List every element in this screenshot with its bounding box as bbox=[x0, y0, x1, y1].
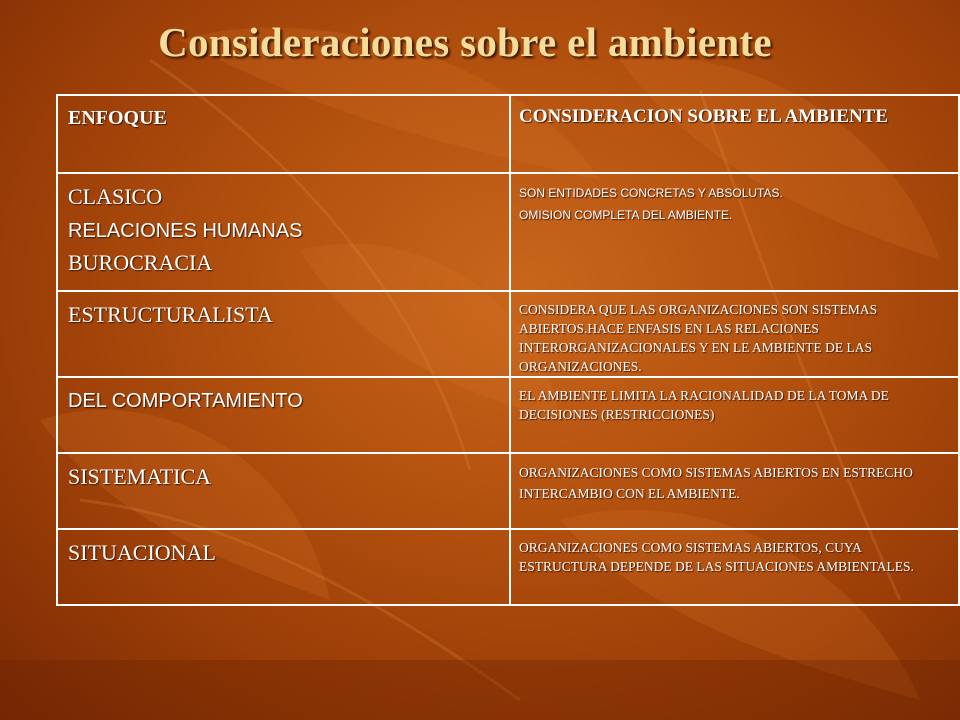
table-header-row bbox=[57, 95, 959, 173]
slide-title: Consideraciones sobre el ambiente bbox=[158, 19, 772, 65]
consideration-cell bbox=[510, 291, 959, 377]
approach-cell bbox=[57, 529, 510, 605]
approach-label: CLASICO bbox=[68, 184, 163, 209]
header-consideration: CONSIDERACION SOBRE EL AMBIENTE bbox=[519, 106, 889, 127]
approach-label: RELACIONES HUMANAS bbox=[68, 220, 303, 242]
approach-cell bbox=[57, 173, 510, 291]
approach-cell bbox=[57, 291, 510, 377]
approach-label: BUROCRACIA bbox=[68, 250, 213, 275]
approach-cell bbox=[57, 377, 510, 453]
consideration-text: CONSIDERA QUE LAS ORGANIZACIONES SON SISTEMAS ABIERTOS.HACE ENFASIS EN LAS RELACIONES INTERORGANIZACIONALES Y EN LE AMBIENTE DE LAS ORGANIZACIONES. bbox=[519, 302, 878, 374]
approach-table bbox=[56, 94, 960, 606]
approach-label: DEL COMPORTAMIENTO bbox=[68, 390, 303, 412]
table-row bbox=[57, 173, 959, 291]
approach-label: ESTRUCTURALISTA bbox=[68, 302, 273, 327]
consideration-cell bbox=[510, 529, 959, 605]
table-row bbox=[57, 453, 959, 529]
consideration-cell bbox=[510, 173, 959, 291]
consideration-text: ORGANIZACIONES COMO SISTEMAS ABIERTOS EN ESTRECHO INTERCAMBIO CON EL AMBIENTE. bbox=[519, 465, 913, 501]
consideration-text: EL AMBIENTE LIMITA LA RACIONALIDAD DE LA TOMA DE DECISIONES (RESTRICCIONES) bbox=[519, 388, 889, 422]
approach-cell bbox=[57, 453, 510, 529]
consideration-cell bbox=[510, 377, 959, 453]
consideration-text: ORGANIZACIONES COMO SISTEMAS ABIERTOS, CUYA ESTRUCTURA DEPENDE DE LAS SITUACIONES AMBIENTALES. bbox=[519, 540, 914, 574]
consideration-text: OMISION COMPLETA DEL AMBIENTE. bbox=[519, 208, 733, 222]
approach-label: SISTEMATICA bbox=[68, 464, 212, 489]
header-approach: ENFOQUE bbox=[68, 107, 167, 129]
table-row bbox=[57, 529, 959, 605]
consideration-cell bbox=[510, 453, 959, 529]
approach-label: SITUACIONAL bbox=[68, 540, 216, 565]
consideration-text: SON ENTIDADES CONCRETAS Y ABSOLUTAS. bbox=[519, 186, 783, 200]
header-cell-approach bbox=[57, 95, 510, 173]
header-cell-consideration bbox=[510, 95, 959, 173]
table-row bbox=[57, 291, 959, 377]
table-row bbox=[57, 377, 959, 453]
